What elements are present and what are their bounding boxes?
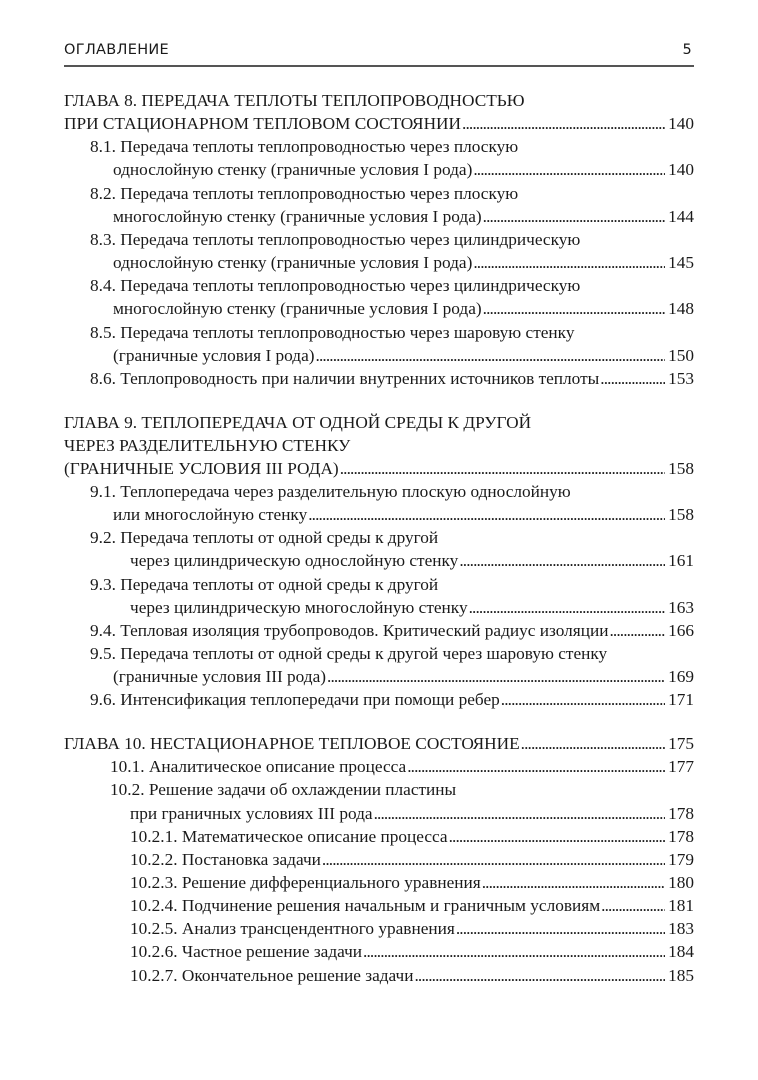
toc-line bbox=[64, 732, 694, 755]
toc-section-entry[interactable] bbox=[64, 825, 694, 848]
toc-entry-title: 10.2.3. Решение дифференциального уравнения bbox=[130, 873, 481, 892]
toc-page-number: 180 bbox=[668, 873, 694, 892]
toc-page-number: 171 bbox=[668, 690, 694, 710]
toc-section-entry[interactable] bbox=[64, 228, 694, 274]
toc-line bbox=[64, 297, 694, 320]
toc-entry-title: 9.2. Передача теплоты от одной среды к другой bbox=[90, 528, 439, 548]
toc-entry-title: 9.4. Тепловая изоляция трубопроводов. Критический радиус изоляции bbox=[90, 620, 609, 640]
toc-line bbox=[64, 274, 694, 297]
toc-line bbox=[64, 940, 694, 963]
toc-section-entry[interactable] bbox=[64, 274, 694, 320]
toc-section-entry[interactable] bbox=[64, 917, 694, 940]
toc-section-entry[interactable] bbox=[64, 367, 694, 390]
toc-line bbox=[64, 251, 694, 274]
dot-leader bbox=[600, 367, 665, 390]
toc-entry-title: (граничные условия I рода) bbox=[113, 345, 315, 365]
toc-page-number: 178 bbox=[668, 803, 694, 823]
dot-leader bbox=[501, 688, 665, 711]
toc-entry-title: через цилиндрическую однослойную стенку bbox=[130, 551, 459, 571]
toc-line bbox=[64, 778, 694, 801]
toc-entry-title: ПРИ СТАЦИОНАРНОМ ТЕПЛОВОМ СОСТОЯНИИ bbox=[64, 114, 462, 134]
dot-leader bbox=[308, 503, 665, 526]
toc-entry-title: однослойную стенку (граничные условия I рода) bbox=[113, 253, 473, 273]
toc-page-number: 183 bbox=[668, 919, 694, 939]
dot-leader bbox=[456, 917, 665, 940]
toc-line bbox=[64, 665, 694, 688]
toc-line bbox=[64, 848, 694, 871]
toc-entry-title: ЧЕРЕЗ РАЗДЕЛИТЕЛЬНУЮ СТЕНКУ bbox=[64, 435, 351, 455]
toc-page-number: 148 bbox=[668, 299, 694, 319]
toc-line bbox=[64, 457, 694, 480]
toc-section-entry[interactable] bbox=[64, 182, 694, 228]
toc-entry-title: 10.2.1. Математическое описание процесса bbox=[130, 826, 448, 846]
toc-page-number: 163 bbox=[668, 597, 694, 617]
toc-page-number: 161 bbox=[668, 551, 694, 571]
toc-entry-title: ГЛАВА 9. ТЕПЛОПЕРЕДАЧА ОТ ОДНОЙ СРЕДЫ К ДРУГОЙ bbox=[64, 412, 532, 432]
toc-section-entry[interactable] bbox=[64, 573, 694, 619]
dot-leader bbox=[316, 344, 666, 367]
toc-entry-title: 10.2.5. Анализ трансцендентного уравнения bbox=[130, 919, 455, 939]
dot-leader bbox=[340, 457, 665, 480]
toc-entry-title: 8.6. Теплопроводность при наличии внутренних источников теплоты bbox=[90, 368, 600, 388]
toc-entry-title: многослойную стенку (граничные условия I рода) bbox=[113, 206, 482, 226]
toc-entry-title: однослойную стенку (граничные условия I рода) bbox=[113, 160, 473, 180]
toc-line bbox=[64, 688, 694, 711]
toc-line bbox=[64, 411, 694, 434]
toc-section-entry[interactable] bbox=[64, 894, 694, 917]
toc-chapter-entry[interactable] bbox=[64, 411, 694, 480]
toc-chapter-entry[interactable] bbox=[64, 89, 694, 135]
dot-leader bbox=[473, 251, 665, 274]
toc-line bbox=[64, 964, 694, 987]
toc-entry-title: 10.2. Решение задачи об охлаждении пластины bbox=[110, 780, 457, 800]
dot-leader bbox=[609, 619, 665, 642]
dot-leader bbox=[521, 732, 665, 755]
toc-page-number: 140 bbox=[668, 114, 694, 134]
toc-entry-title: 9.5. Передача теплоты от одной среды к другой через шаровую стенку bbox=[90, 644, 608, 664]
toc-entry-title: ГЛАВА 8. ПЕРЕДАЧА ТЕПЛОТЫ ТЕПЛОПРОВОДНОСТЬЮ bbox=[64, 91, 525, 110]
toc-section-entry[interactable] bbox=[64, 480, 694, 526]
toc-page-number: 181 bbox=[668, 896, 694, 916]
toc-chapter-entry[interactable] bbox=[64, 732, 694, 755]
toc-page-number: 145 bbox=[668, 253, 694, 273]
toc-entry-title: через цилиндрическую многослойную стенку bbox=[130, 597, 468, 617]
toc-line bbox=[64, 573, 694, 596]
toc-section-entry[interactable] bbox=[64, 642, 694, 688]
dot-leader bbox=[322, 848, 665, 871]
toc-line bbox=[64, 182, 694, 205]
toc-entry-title: 9.1. Теплопередача через разделительную плоскую однослойную bbox=[90, 482, 571, 501]
toc-page-number: 169 bbox=[668, 667, 694, 687]
toc-entry-title: или многослойную стенку bbox=[113, 505, 308, 525]
dot-leader bbox=[473, 158, 665, 181]
toc-section-entry[interactable] bbox=[64, 688, 694, 711]
running-header bbox=[64, 40, 694, 64]
toc-line bbox=[64, 480, 694, 503]
toc-line bbox=[64, 619, 694, 642]
toc-line bbox=[64, 549, 694, 572]
toc-page-number: 150 bbox=[668, 345, 694, 365]
dot-leader bbox=[469, 596, 665, 619]
toc-entry-title: ГЛАВА 10. НЕСТАЦИОНАРНОЕ ТЕПЛОВОЕ СОСТОЯНИЕ bbox=[64, 734, 520, 754]
toc-line bbox=[64, 158, 694, 181]
toc-page-number: 144 bbox=[668, 206, 694, 226]
toc-line bbox=[64, 526, 694, 549]
toc-section-entry[interactable] bbox=[64, 321, 694, 367]
toc-entry-title: 10.2.4. Подчинение решения начальным и граничным условиям bbox=[130, 896, 601, 916]
toc-entry-title: 8.4. Передача теплоты теплопроводностью через цилиндрическую bbox=[90, 276, 581, 296]
toc-line bbox=[64, 755, 694, 778]
toc-entry-title: 9.3. Передача теплоты от одной среды к другой bbox=[90, 574, 439, 594]
toc-entry-title: (граничные условия III рода) bbox=[113, 667, 327, 687]
toc-line bbox=[64, 917, 694, 940]
toc-entry-title: 8.1. Передача теплоты теплопроводностью через плоскую bbox=[90, 137, 519, 157]
toc-entry-title: 10.2.2. Постановка задачи bbox=[130, 849, 321, 869]
toc-line bbox=[64, 894, 694, 917]
toc-section-entry[interactable] bbox=[64, 778, 694, 824]
toc-entry-title: 8.5. Передача теплоты теплопроводностью через шаровую стенку bbox=[90, 322, 575, 342]
toc-page-number: 178 bbox=[668, 826, 694, 846]
toc-section-entry[interactable] bbox=[64, 940, 694, 963]
toc-line bbox=[64, 596, 694, 619]
toc-page-number: 158 bbox=[668, 458, 694, 478]
toc-line bbox=[64, 228, 694, 251]
toc-line bbox=[64, 802, 694, 825]
dot-leader bbox=[483, 297, 665, 320]
dot-leader bbox=[327, 665, 665, 688]
toc-entry-title: 8.2. Передача теплоты теплопроводностью через плоскую bbox=[90, 183, 519, 203]
toc-page-number: 166 bbox=[668, 620, 694, 640]
toc-page-number: 184 bbox=[668, 942, 694, 962]
toc-section-entry[interactable] bbox=[64, 619, 694, 642]
dot-leader bbox=[363, 940, 665, 963]
dot-leader bbox=[601, 894, 665, 917]
toc-section-entry[interactable] bbox=[64, 526, 694, 572]
toc-line bbox=[64, 871, 694, 894]
dot-leader bbox=[462, 112, 665, 135]
toc-entry-title: 8.3. Передача теплоты теплопроводностью через цилиндрическую bbox=[90, 229, 581, 249]
toc-entry-title: 10.2.7. Окончательное решение задачи bbox=[130, 965, 414, 985]
toc-line bbox=[64, 434, 694, 457]
dot-leader bbox=[449, 825, 665, 848]
toc-line bbox=[64, 825, 694, 848]
toc-line bbox=[64, 321, 694, 344]
toc-line bbox=[64, 89, 694, 112]
dot-leader bbox=[374, 802, 665, 825]
toc-section-entry[interactable] bbox=[64, 871, 694, 894]
dot-leader bbox=[407, 755, 665, 778]
toc-entry-title: 9.6. Интенсификация теплопередачи при помощи ребер bbox=[90, 690, 500, 710]
toc-page-number: 177 bbox=[668, 757, 694, 777]
toc-line bbox=[64, 112, 694, 135]
toc-entry-title: 10.2.6. Частное решение задачи bbox=[130, 942, 363, 962]
toc-page-number: 158 bbox=[668, 505, 694, 525]
toc-section-entry[interactable] bbox=[64, 848, 694, 871]
toc-page-number: 140 bbox=[668, 160, 694, 180]
toc-page-number: 185 bbox=[668, 965, 694, 985]
toc-section-entry[interactable] bbox=[64, 755, 694, 778]
dot-leader bbox=[459, 549, 665, 572]
page-number: 5 bbox=[682, 42, 692, 58]
header-title: ОГЛАВЛЕНИЕ bbox=[64, 42, 170, 58]
toc-section-entry[interactable] bbox=[64, 964, 694, 987]
dot-leader bbox=[482, 871, 665, 894]
header-rule bbox=[64, 65, 694, 67]
toc-entry-title: многослойную стенку (граничные условия I рода) bbox=[113, 299, 482, 319]
toc-line bbox=[64, 503, 694, 526]
table-of-contents bbox=[64, 89, 694, 987]
toc-entry-title: 10.1. Аналитическое описание процесса bbox=[110, 757, 407, 777]
toc-page-number: 153 bbox=[668, 368, 694, 388]
toc-line bbox=[64, 367, 694, 390]
toc-line bbox=[64, 344, 694, 367]
toc-page-number: 175 bbox=[668, 734, 694, 754]
toc-line bbox=[64, 135, 694, 158]
toc-page-number: 179 bbox=[668, 849, 694, 869]
toc-entry-title: при граничных условиях III рода bbox=[130, 803, 373, 823]
toc-line bbox=[64, 205, 694, 228]
toc-line bbox=[64, 642, 694, 665]
toc-entry-title: (ГРАНИЧНЫЕ УСЛОВИЯ III РОДА) bbox=[64, 458, 339, 478]
dot-leader bbox=[414, 964, 665, 987]
dot-leader bbox=[483, 205, 665, 228]
toc-section-entry[interactable] bbox=[64, 135, 694, 181]
